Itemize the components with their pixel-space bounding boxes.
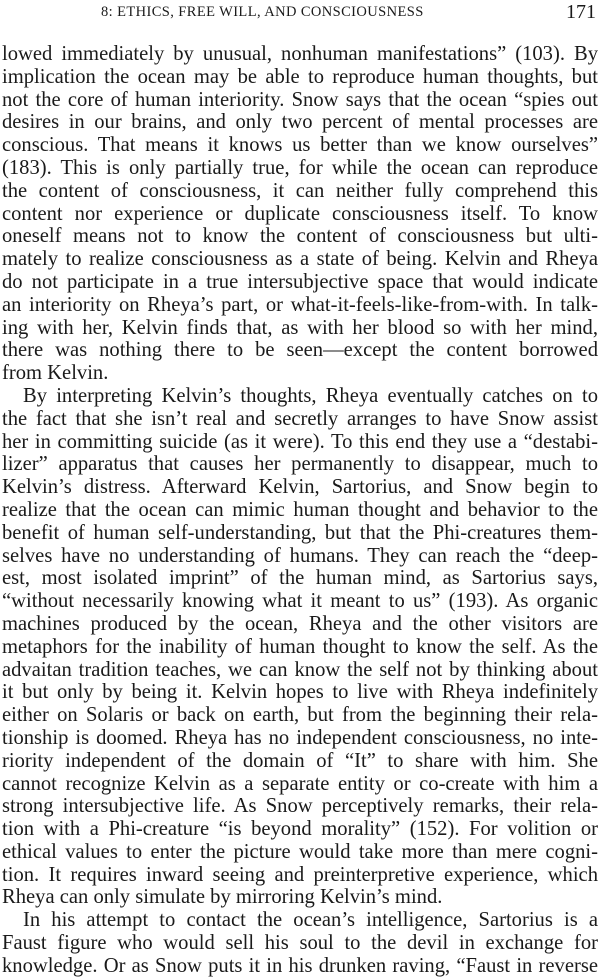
chapter-title: 8: ETHICS, FREE WILL, AND CONSCIOUSNESS (101, 4, 424, 20)
paragraph (2, 385, 598, 909)
text-line: riority independent of the domain of “It” to share with him. She (2, 749, 598, 772)
text-line: mately to realize consciousness as a state of being. Kelvin and Rheya (2, 248, 598, 271)
text-line: content nor experience or duplicate consciousness itself. To know (2, 202, 598, 225)
text-line: In his attempt to contact the ocean’s intelligence, Sartorius is a (23, 909, 598, 932)
text-line: lizer” apparatus that causes her permanently to disappear, much to (2, 453, 598, 476)
text-line: ethical values to enter the picture would take more than mere cogni- (2, 840, 598, 863)
text-line: machines produced by the ocean, Rheya and the other visitors are (2, 612, 598, 635)
running-head (0, 1, 600, 25)
text-line: metaphors for the inability of human thought to know the self. As the (2, 635, 598, 658)
text-line: Faust figure who would sell his soul to the devil in exchange for (2, 932, 598, 955)
text-line: do not participate in a true intersubjective space that would indicate (2, 270, 598, 293)
text-line: oneself means not to know the content of consciousness but ulti- (2, 225, 598, 248)
text-line: there was nothing there to be seen—except the content borrowed (2, 339, 598, 362)
text-line: “without necessarily knowing what it meant to us” (193). As organic (2, 590, 598, 613)
text-line: ing with her, Kelvin finds that, as with her blood so with her mind, (2, 316, 598, 339)
text-line: desires in our brains, and only two percent of mental processes are (2, 111, 598, 134)
text-line: realize that the ocean can mimic human thought and behavior to the (2, 498, 598, 521)
paragraph (2, 43, 598, 385)
text-line: tion with a Phi-creature “is beyond morality” (152). For volition or (2, 818, 598, 841)
text-line: tionship is doomed. Rheya has no independent consciousness, no inte- (2, 726, 598, 749)
text-line: an interiority on Rheya’s part, or what-it-feels-like-from-with. In talk- (2, 293, 598, 316)
text-line: advaitan tradition teaches, we can know the self not by thinking about (2, 658, 598, 681)
text-line: (183). This is only partially true, for while the ocean can reproduce (2, 156, 598, 179)
text-line: it but only by being it. Kelvin hopes to live with Rheya indefinitely (2, 681, 598, 704)
body-text (2, 43, 598, 978)
text-line: tion. It requires inward seeing and preinterpretive experience, which (2, 863, 598, 886)
text-line: cannot recognize Kelvin as a separate entity or co-create with him a (2, 772, 598, 795)
text-line: the content of consciousness, it can neither fully comprehend this (2, 179, 598, 202)
text-line: By interpreting Kelvin’s thoughts, Rheya eventually catches on to (23, 384, 598, 407)
text-line: Kelvin’s distress. Afterward Kelvin, Sartorius, and Snow begin to (2, 476, 598, 499)
text-line: conscious. That means it knows us better than we know ourselves” (2, 134, 598, 157)
page-number: 171 (566, 1, 596, 23)
text-line: not the core of human interiority. Snow says that the ocean “spies out (2, 88, 598, 111)
text-line: benefit of human self-understanding, but that the Phi-creatures them- (2, 521, 598, 544)
text-line: Rheya can only simulate by mirroring Kelvin’s mind. (2, 886, 443, 909)
text-line: lowed immediately by unusual, nonhuman manifestations” (103). By (2, 43, 598, 65)
text-line: knowledge. Or as Snow puts it in his drunken raving, “Faust in reverse (2, 954, 598, 977)
text-line: implication the ocean may be able to reproduce human thoughts, but (2, 65, 598, 88)
text-line: her in committing suicide (as it were). To this end they use a “destabi- (2, 430, 598, 453)
text-line: from Kelvin. (2, 362, 109, 385)
paragraph (2, 909, 598, 977)
text-line: the fact that she isn’t real and secretly arranges to have Snow assist (2, 407, 598, 430)
text-line: est, most isolated imprint” of the human mind, as Sartorius says, (2, 567, 598, 590)
text-line: strong intersubjective life. As Snow perceptively remarks, their rela- (2, 795, 598, 818)
text-line: selves have no understanding of humans. They can reach the “deep- (2, 544, 598, 567)
text-line: either on Solaris or back on earth, but from the beginning their rela- (2, 704, 598, 727)
